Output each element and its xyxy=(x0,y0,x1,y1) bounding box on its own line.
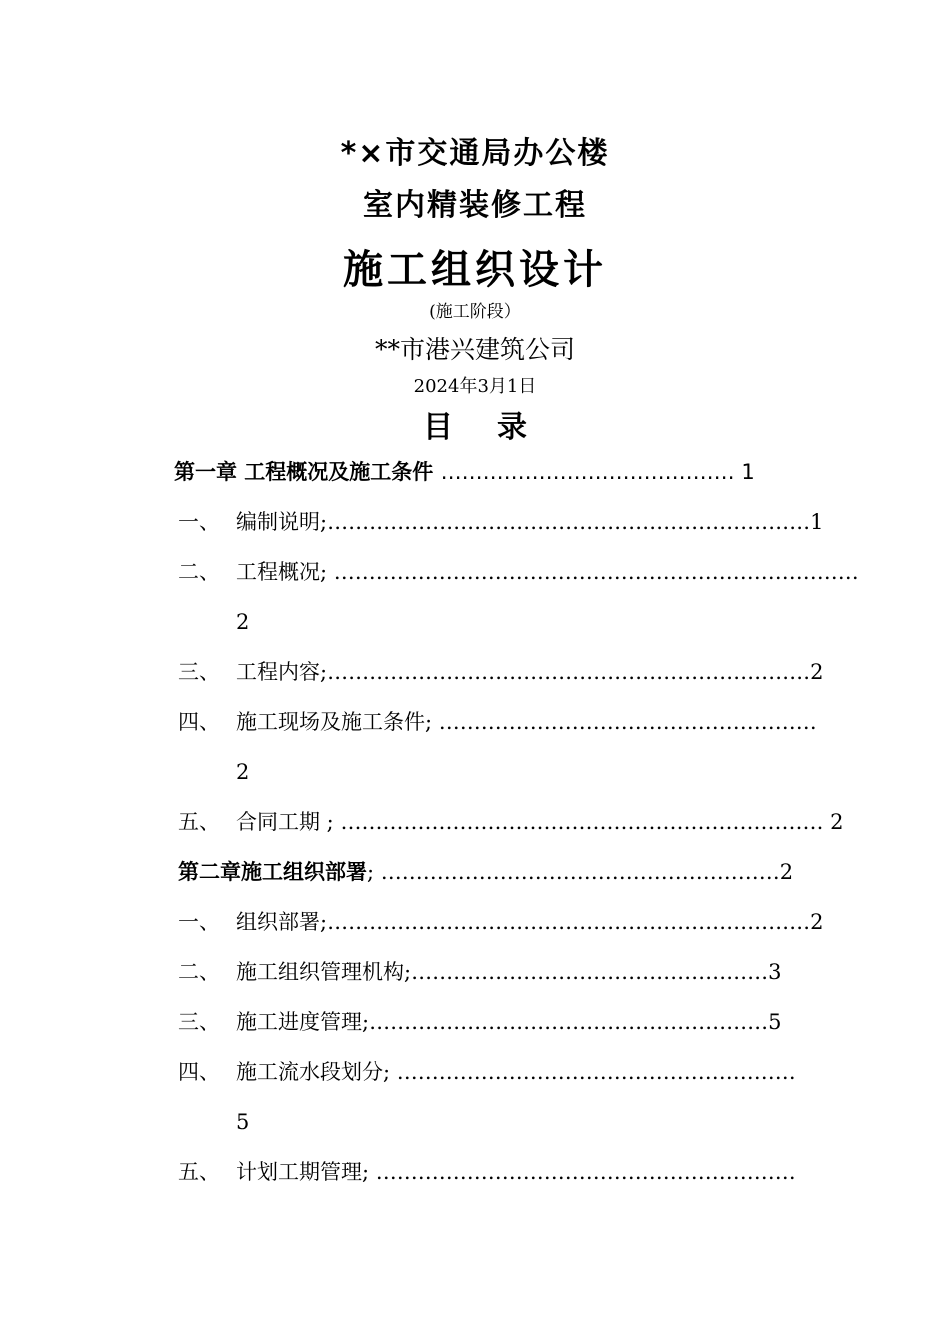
toc-entry[interactable] xyxy=(178,807,844,837)
toc-num: 三、 xyxy=(178,1010,220,1034)
toc-entry-page-wrap xyxy=(236,607,249,637)
toc-page: 2 xyxy=(779,860,794,884)
toc-entry[interactable] xyxy=(178,507,823,537)
cover-main-title: 施工组织设计 xyxy=(343,247,607,293)
toc-chapter-2[interactable] xyxy=(178,857,793,887)
toc-num: 三、 xyxy=(178,660,220,684)
toc-num: 一、 xyxy=(178,510,220,534)
toc-dots: …………………………………………………… xyxy=(375,1160,796,1184)
toc-title: 目录 xyxy=(423,410,571,445)
toc-num: 二、 xyxy=(178,960,220,984)
toc-label: 合同工期 ; xyxy=(236,810,341,834)
cover-subtitle: (施工阶段） xyxy=(429,302,521,322)
toc-label: 编制说明; xyxy=(236,510,328,534)
cover-title-line-2: 室内精装修工程 xyxy=(363,188,587,223)
toc-page: 2 xyxy=(810,660,824,684)
toc-entry[interactable] xyxy=(178,1057,796,1087)
toc-entry[interactable] xyxy=(178,957,781,987)
toc-label: 施工进度管理; xyxy=(236,1010,370,1034)
toc-entry[interactable] xyxy=(178,907,823,937)
toc-entry[interactable] xyxy=(178,1007,781,1037)
toc-page: 2 xyxy=(236,610,250,634)
toc-dots: …………………………………………………………… xyxy=(327,510,811,534)
toc-label: 工程内容; xyxy=(236,660,328,684)
toc-label: 工程概况; xyxy=(236,560,334,584)
toc-num: 一、 xyxy=(178,910,220,934)
toc-dots: …………………………………………………………… xyxy=(327,660,811,684)
toc-entry-page-wrap xyxy=(236,757,249,787)
toc-entry-page-wrap xyxy=(236,1107,249,1137)
toc-num: 五、 xyxy=(178,810,220,834)
toc-label: 施工流水段划分; xyxy=(236,1060,397,1084)
toc-label: 第一章 工程概况及施工条件 xyxy=(174,460,441,484)
company-name: **市港兴建筑公司 xyxy=(374,335,575,364)
toc-dots: ………………………………………………………………… xyxy=(333,560,859,584)
toc-label: 施工现场及施工条件; xyxy=(236,710,439,734)
toc-chapter-1[interactable] xyxy=(174,457,755,487)
toc-dots: ; ………………………………………………… xyxy=(367,860,780,884)
toc-page: 2 xyxy=(810,910,824,934)
toc-dots: …………………………………………………………… xyxy=(340,810,831,834)
toc-page: 5 xyxy=(236,1110,250,1134)
toc-label: 第二章施工组织部署 xyxy=(178,860,367,884)
toc-label: 组织部署; xyxy=(236,910,328,934)
toc-page: 2 xyxy=(830,810,844,834)
toc-dots: ……………………………………………… xyxy=(438,710,817,734)
toc-dots: …………………………………… xyxy=(440,460,742,484)
toc-num: 四、 xyxy=(178,1060,220,1084)
toc-entry[interactable] xyxy=(178,557,859,587)
toc-dots: …………………………………………… xyxy=(411,960,769,984)
toc-page: 1 xyxy=(741,460,755,484)
toc-page: 1 xyxy=(810,510,824,534)
toc-num: 二、 xyxy=(178,560,220,584)
toc-dots: ………………………………………………… xyxy=(396,1060,796,1084)
toc-label: 施工组织管理机构; xyxy=(236,960,412,984)
toc-num: 四、 xyxy=(178,710,220,734)
cover-title-line-1: *⨯市交通局办公楼 xyxy=(340,136,610,171)
toc-dots: ………………………………………………… xyxy=(369,1010,769,1034)
toc-entry[interactable] xyxy=(178,707,817,737)
toc-num: 五、 xyxy=(178,1160,220,1184)
toc-dots: …………………………………………………………… xyxy=(327,910,811,934)
toc-page: 3 xyxy=(768,960,782,984)
toc-label: 计划工期管理; xyxy=(236,1160,376,1184)
document-date: 2024年3月1日 xyxy=(413,376,537,397)
toc-page: 2 xyxy=(236,760,250,784)
toc-entry[interactable] xyxy=(178,1157,796,1187)
toc-page: 5 xyxy=(768,1010,782,1034)
toc-entry[interactable] xyxy=(178,657,823,687)
